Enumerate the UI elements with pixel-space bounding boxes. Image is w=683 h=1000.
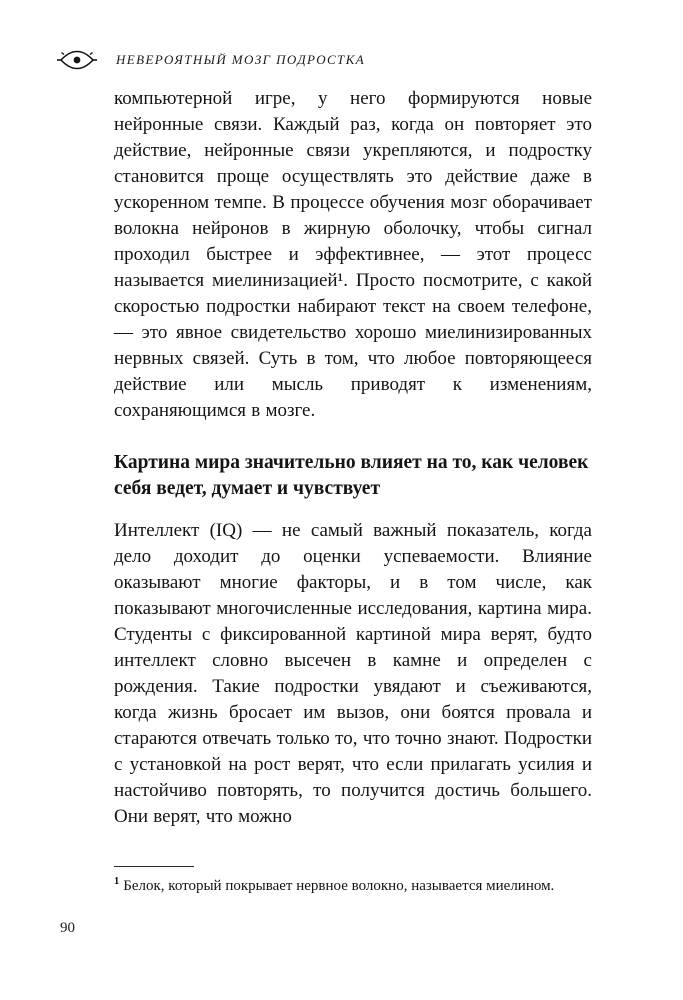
running-title: НЕВЕРОЯТНЫЙ МОЗГ ПОДРОСТКА xyxy=(116,52,366,67)
page-number: 90 xyxy=(60,920,75,936)
footnote-text: Белок, который покрывает нервное волокно, называется миелином. xyxy=(123,878,555,894)
footnote xyxy=(114,876,592,896)
footnote-divider xyxy=(114,866,194,867)
eye-logo-icon xyxy=(56,50,98,70)
text-column xyxy=(114,86,592,830)
page-header xyxy=(56,48,590,72)
footnote-marker: 1 xyxy=(114,876,120,887)
section-heading: Картина мира значительно влияет на то, как человек себя ведет, думает и чувствует xyxy=(114,452,589,499)
paragraph-body: Интеллект (IQ) — не самый важный показатель, когда дело доходит до оценки успеваемости. Влияние оказывают многие факторы, и в том числе, как показывают многочисленные исследования, картина мира. Студенты с фиксированной картиной мира верят, будто интеллект словно высечен в камне и определен с рождения. Такие подростки увядают и съеживаются, когда жизнь бросает им вызов, они боятся провала и стараются отвечать только то, что точно знают. Подростки с установкой на рост верят, что если прилагать усилия и настойчиво повторять, то получится достичь большего. Они верят, что можно xyxy=(114,520,592,827)
paragraph-continuation: компьютерной игре, у него формируются новые нейронные связи. Каждый раз, когда он повторяет это действие, нейронные связи укрепляются, и подростку становится проще осуществлять это действие даже в ускоренном темпе. В процессе обучения мозг оборачивает волокна нейронов в жирную оболочку, чтобы сигнал проходил быстрее и эффективнее, — этот процесс называется миелинизацией¹. Просто посмотрите, с какой скоростью подростки набирают текст на своем телефоне, — это явное свидетельство хорошо миелинизированных нервных связей. Суть в том, что любое повторяющееся действие или мысль приводят к изменениям, сохраняющимся в мозге. xyxy=(114,88,592,421)
